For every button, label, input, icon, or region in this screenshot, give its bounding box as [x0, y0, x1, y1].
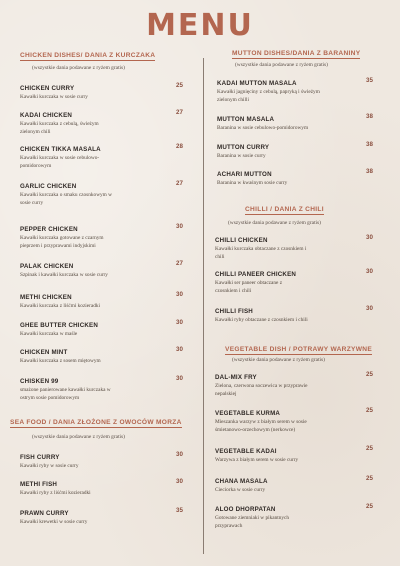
- menu-item-description: Kawałki ryby obtaczane z czosnkiem i chili: [215, 317, 308, 323]
- section-note-veg: (wszystkie dania podawane z ryżem gratis): [232, 357, 325, 363]
- menu-item-description: Baranina w sosie cebulowo-pomidorowym: [217, 125, 309, 131]
- menu-item-description: Kawałki krewetki w sosie curry: [20, 519, 88, 525]
- menu-item-name: ALOO DHORPATAN: [215, 506, 276, 513]
- section-heading-underline: [20, 60, 155, 61]
- menu-item-name: ACHARI MUTTON: [217, 171, 272, 178]
- menu-item-name: METHI FISH: [20, 481, 58, 488]
- menu-item-name: PRAWN CURRY: [20, 510, 69, 517]
- menu-item-name: GARLIC CHICKEN: [20, 183, 77, 190]
- menu-item-description: ostrym sosie pomidorowym: [20, 394, 80, 401]
- menu-item-description: zielonym chilli: [217, 96, 249, 103]
- menu-item-price: 30: [176, 375, 183, 382]
- menu-item-description: pieprzem i przyprawami indyjskimi: [20, 242, 96, 249]
- menu-item-description: Kawałki kurczaka o smaku czosnkowym w: [20, 192, 112, 198]
- menu-item-name: METHI CHICKEN: [20, 294, 72, 301]
- menu-item-description: Kawałki ryby z liśćmi kozieradki: [20, 490, 91, 496]
- menu-item-price: 30: [176, 346, 183, 353]
- menu-item-description: Kawałki ryby w sosie curry: [20, 463, 79, 469]
- menu-item-name: DAL-MIX FRY: [215, 374, 257, 381]
- menu-item-description: Baranina w kwaśnym sosie curry: [217, 180, 288, 186]
- menu-item-name: CHICKEN MINT: [20, 349, 68, 356]
- section-heading-text: CHILLI / DANIA Z CHILI: [245, 206, 324, 213]
- menu-item-name: CHANA MASALA: [215, 478, 268, 485]
- section-heading-veg: [225, 346, 372, 353]
- section-heading-mutton: [232, 50, 360, 57]
- menu-item-description: Kawałki kurczaka w sosie cebulowo-: [20, 155, 100, 161]
- menu-item-description: nepalskiej: [215, 390, 237, 397]
- menu-item-description: przyprawach: [215, 522, 243, 529]
- menu-item-price: 25: [366, 407, 373, 414]
- section-heading-text: SEA FOOD / DANIA ZŁOŻONE Z OWOCÓW MORZA: [10, 419, 182, 426]
- section-note-seafood: (wszystkie dania podawane z ryżem gratis): [32, 434, 125, 440]
- menu-item-name: FISH CURRY: [20, 454, 60, 461]
- menu-item-description: Kawałki ser paneer obtaczane z: [215, 280, 283, 286]
- menu-item-price: 30: [176, 291, 183, 298]
- menu-item-description: Kawałki kurczaka w maśle: [20, 331, 78, 337]
- menu-item-description: czosnkiem i chili: [215, 287, 252, 294]
- section-heading-text: MUTTON DISHES/DANIA Z BARANINY: [232, 50, 361, 57]
- menu-item-price: 30: [176, 451, 183, 458]
- menu-title: MENU: [146, 8, 254, 43]
- menu-item-price: 30: [366, 305, 373, 312]
- section-note-mutton: (wszystkie dania podawane z ryżem gratis): [235, 62, 328, 68]
- menu-item-name: VEGETABLE KURMA: [215, 410, 281, 417]
- menu-item-description: Baranina w sosie curry: [217, 153, 266, 159]
- menu-item-price: 25: [366, 475, 373, 482]
- menu-item-name: CHICKEN CURRY: [20, 85, 75, 92]
- menu-item-description: Warzywa z białym serem w sosie curry: [215, 457, 299, 463]
- menu-item-description: Kawałki kurczaka z liśćmi kozieradki: [20, 303, 101, 309]
- menu-item-price: 30: [176, 223, 183, 230]
- menu-item-name: VEGETABLE KADAI: [215, 448, 277, 455]
- menu-item-price: 25: [366, 503, 373, 510]
- section-heading-chicken: [20, 52, 155, 59]
- menu-item-description: Kawałki kurczaka obtaczane z czosnkiem i: [215, 246, 307, 252]
- menu-item-price: 38: [366, 168, 373, 175]
- menu-item-description: sosie curry: [20, 199, 44, 206]
- menu-item-description: smażone panierowane kawałki kurczaka w: [20, 387, 111, 393]
- menu-item-price: 27: [176, 260, 183, 267]
- menu-item-name: CHICKEN TIKKA MASALA: [20, 146, 101, 153]
- menu-item-name: GHEE BUTTER CHICKEN: [20, 322, 99, 329]
- menu-item-price: 25: [366, 445, 373, 452]
- menu-item-description: Kawałki kurczaka w sosie curry: [20, 94, 88, 100]
- menu-item-description: śmietanowo-orzechowym (nerkowce): [215, 426, 296, 433]
- menu-item-description: Zielona, czerwona soczewica w przyprawie: [215, 383, 308, 389]
- menu-item-price: 30: [176, 319, 183, 326]
- menu-item-price: 30: [366, 268, 373, 275]
- menu-item-description: Kawałki kurczaka z sosem miętowym: [20, 358, 101, 364]
- menu-item-price: 35: [176, 507, 183, 514]
- menu-item-description: Gotowane ziemniaki w pikantnych: [215, 515, 289, 521]
- menu-item-description: chili: [215, 253, 225, 260]
- menu-item-name: CHISKEN 99: [20, 378, 59, 385]
- menu-item-price: 25: [176, 82, 183, 89]
- menu-item-name: PALAK CHICKEN: [20, 263, 74, 270]
- menu-item-description: Mieszanka warzyw z białym serem w sosie: [215, 419, 307, 425]
- section-heading-text: CHICKEN DISHES/ DANIA Z KURCZAKA: [20, 52, 156, 59]
- menu-item-name: CHILLI PANEER CHICKEN: [215, 271, 297, 278]
- section-note-chicken: (wszystkie dania podawane z ryżem gratis): [32, 65, 125, 71]
- menu-item-description: Szpinak i kawałki kurczaka w sosie curry: [20, 272, 108, 278]
- menu-item-price: 27: [176, 180, 183, 187]
- menu-item-name: PEPPER CHICKEN: [20, 226, 78, 233]
- section-heading-underline: [225, 354, 372, 355]
- menu-item-price: 25: [366, 371, 373, 378]
- menu-item-name: CHILLI CHICKEN: [215, 237, 268, 244]
- menu-item-description: Kawałki kurczaka z cebulą, świeżym: [20, 121, 99, 127]
- section-heading-underline: [245, 214, 324, 215]
- menu-item-price: 30: [366, 234, 373, 241]
- menu-item-description: pomidorowym: [20, 162, 52, 169]
- section-heading-underline: [232, 58, 360, 59]
- menu-item-name: KADAI MUTTON MASALA: [217, 80, 297, 87]
- menu-item-name: MUTTON MASALA: [217, 116, 275, 123]
- menu-item-price: 28: [176, 143, 183, 150]
- menu-item-price: 35: [366, 77, 373, 84]
- section-note-chilli: (wszystkie dania podawane z ryżem gratis): [228, 220, 321, 226]
- menu-item-name: CHILLI FISH: [215, 308, 253, 315]
- menu-item-name: MUTTON CURRY: [217, 144, 270, 151]
- menu-item-description: Kawałki jagnięciny z cebulą, papryką i świeżym: [217, 89, 320, 95]
- menu-item-description: Cieciorka w sosie curry: [215, 487, 266, 493]
- section-heading-chilli: [245, 206, 324, 213]
- menu-item-name: KADAI CHICKEN: [20, 112, 73, 119]
- menu-item-price: 27: [176, 109, 183, 116]
- menu-item-description: Kawałki kurczaka gotowane z czarnym: [20, 235, 104, 241]
- menu-item-price: 30: [176, 478, 183, 485]
- menu-item-price: 38: [366, 113, 373, 120]
- section-heading-text: VEGETABLE DISH / POTRAWY WARZYWNE: [225, 346, 373, 353]
- column-divider: [203, 58, 204, 554]
- section-heading-seafood: [10, 419, 182, 426]
- menu-item-description: zielonym chili: [20, 128, 51, 135]
- section-heading-underline: [10, 427, 182, 428]
- menu-item-price: 38: [366, 141, 373, 148]
